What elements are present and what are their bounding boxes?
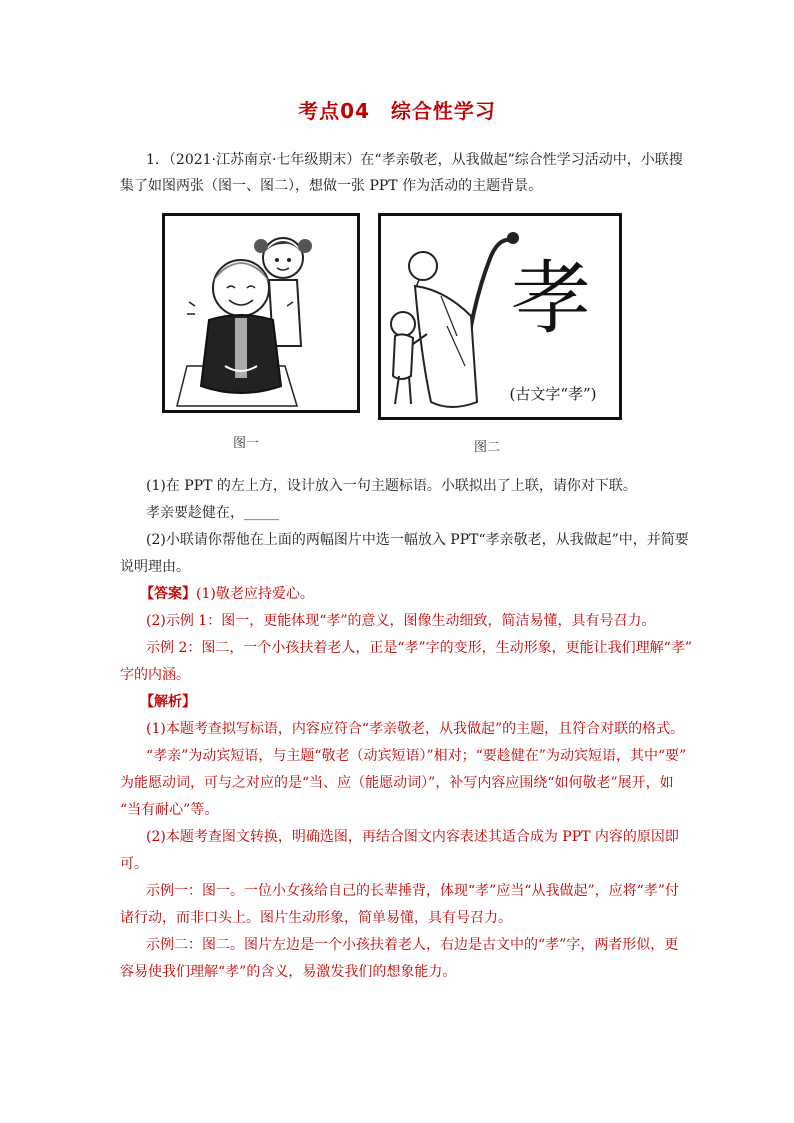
analysis-line-7: 示例一：图一。一位小女孩给自己的长辈捶背，体现“孝”应当“从我做起”，应将“孝”付 [146, 883, 679, 899]
analysis-line-5: (2)本题考查图文转换，明确选图，再结合图文内容表述其适合成为 PPT 内容的原因即 [146, 829, 679, 845]
analysis-line-9: 示例二：图二。图片左边是一个小孩扶着老人，右边是古文中的“孝”字，两者形似，更 [146, 937, 679, 953]
answer-3-line-1: 示例 2：图二，一个小孩扶着老人，正是“孝”字的变形，生动形象，更能让我们理解“孝” [146, 640, 692, 656]
analysis-label: 【解析】 [140, 694, 196, 710]
ancient-xiao-glyph: 孝 [511, 252, 591, 345]
subquestion-2-line-1: (2)小联请你帮他在上面的两幅图片中选一幅放入 PPT“孝亲敬老，从我做起”中，并简要 [146, 532, 689, 548]
analysis-line-2: “孝亲”为动宾短语，与主题“敬老（动宾短语）”相对；“要趁健在”为动宾短语，其中“要” [146, 748, 687, 764]
answer-3-line-2: 字的内涵。 [120, 667, 190, 683]
analysis-line-6: 可。 [120, 856, 148, 872]
answer-1: (1)敬老应持爱心。 [196, 586, 314, 602]
figure-1-image [162, 213, 360, 413]
figure-2-image [378, 213, 622, 420]
subquestion-2-line-2: 说明理由。 [120, 559, 190, 575]
subquestion-1-prompt: 孝亲要趁健在，_____ [146, 505, 279, 521]
figure-2-caption: 图二 [474, 440, 501, 455]
analysis-line-8: 诸行动，而非口头上。图片生动形象，简单易懂，具有号召力。 [120, 910, 512, 926]
analysis-line-3: 为能愿动词，可与之对应的是“当、应（能愿动词）”，补写内容应围绕“如何敬老”展开，如 [120, 775, 674, 791]
analysis-line-1: (1)本题考查拟写标语，内容应符合“孝亲敬老，从我做起”的主题，且符合对联的格式。 [146, 721, 685, 737]
figure-1-caption: 图一 [233, 436, 260, 451]
question-line-2: 集了如图两张（图一、图二），想做一张 PPT 作为活动的主题背景。 [120, 178, 543, 194]
answer-block [140, 580, 700, 608]
answer-2: (2)示例 1：图一，更能体现“孝”的意义，图像生动细致，简洁易懂，具有号召力。 [146, 613, 656, 629]
page-title: 考点04 综合性学习 [298, 99, 496, 123]
subquestion-1: (1)在 PPT 的左上方，设计放入一句主题标语。小联拟出了上联，请你对下联。 [146, 478, 637, 494]
analysis-line-4: “当有耐心”等。 [120, 802, 219, 818]
question-line-1: 1．（2021·江苏南京·七年级期末）在“孝亲敬老，从我做起”综合性学习活动中，小联搜 [146, 152, 683, 168]
figure-2-label: (古文字“孝”) [509, 385, 597, 403]
answer-label: 【答案】 [140, 586, 196, 602]
analysis-line-10: 容易使我们理解“孝”的含义，易激发我们的想象能力。 [120, 964, 457, 980]
